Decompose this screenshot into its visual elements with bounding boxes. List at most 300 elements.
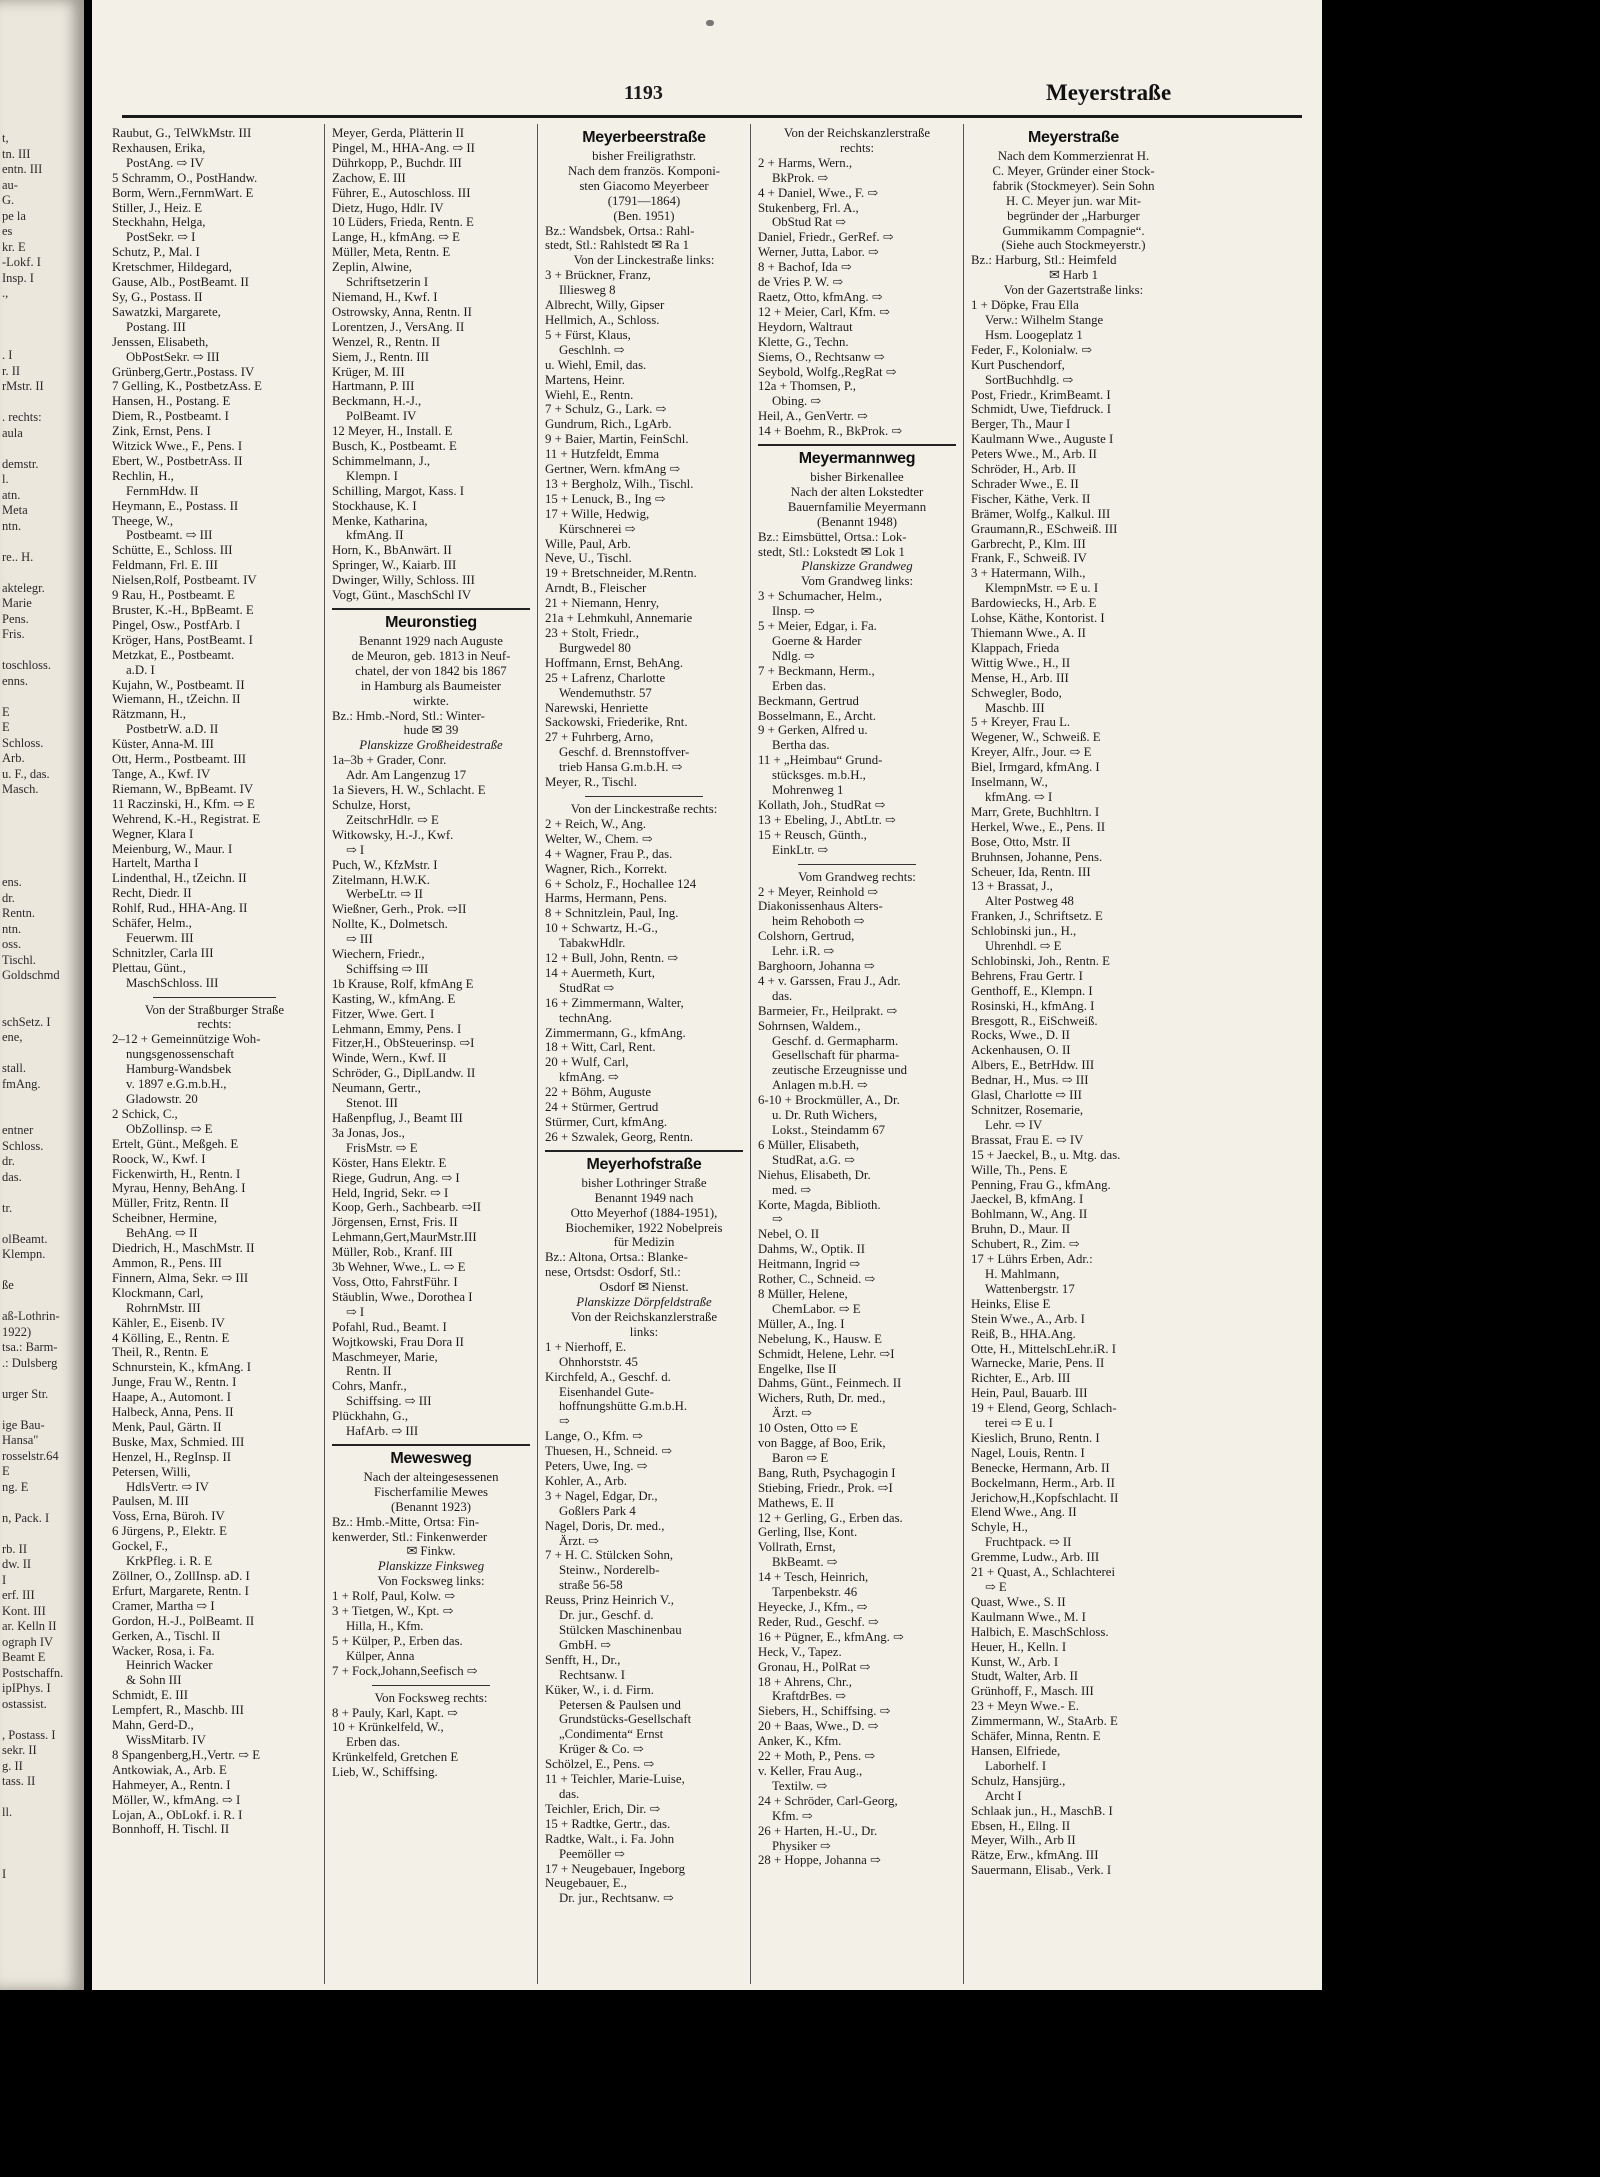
resident-entry: Eisenhandel Gute-	[559, 1384, 654, 1399]
resident-entry: Wegener, W., Schweiß. E	[971, 730, 1101, 745]
resident-entry: PostSekr. ⇨ I	[126, 230, 196, 245]
resident-entry: 19 + Bretschneider, M.Rentn.	[545, 566, 697, 581]
resident-entry: 24 + Stürmer, Gertrud	[545, 1100, 659, 1115]
resident-entry: BehAng. ⇨ II	[126, 1226, 198, 1241]
resident-entry: von Bagge, af Boo, Erik,	[758, 1436, 886, 1451]
column-divider	[324, 124, 325, 1984]
resident-entry: 10 Lüders, Frieda, Rentn. E	[332, 215, 474, 230]
resident-entry: 3 + Hatermann, Wilh.,	[971, 566, 1086, 581]
gutter-line: ntn.	[2, 921, 22, 936]
resident-entry: Wittig Wwe., H., II	[971, 655, 1071, 670]
resident-entry: PostbetrW. a.D. II	[126, 722, 219, 737]
resident-entry: KrkPfleg. i. R. E	[126, 1554, 213, 1569]
gutter-line: entner	[2, 1123, 34, 1137]
gutter-line: ntn.	[2, 518, 22, 533]
gutter-line: Kont. III	[2, 1603, 46, 1618]
resident-entry: Fischer, Käthe, Verk. II	[971, 491, 1091, 506]
resident-entry: 2 + Harms, Wern.,	[758, 155, 853, 170]
resident-entry: Stukenberg, Frl. A.,	[758, 200, 859, 215]
resident-entry: 13 + Bergholz, Wilh., Tischl.	[545, 476, 694, 491]
resident-entry: Schubert, R., Zim. ⇨	[971, 1237, 1080, 1252]
section-rule	[585, 796, 704, 797]
resident-entry: Menk, Paul, Gärtn. II	[112, 1419, 222, 1434]
gutter-line: ll.	[2, 1805, 13, 1819]
resident-entry: Hein, Paul, Bauarb. III	[971, 1386, 1088, 1401]
resident-entry: Burgwedel 80	[559, 640, 631, 655]
resident-entry: Junge, Frau W., Rentn. I	[112, 1375, 237, 1390]
resident-entry: WissMitarb. IV	[126, 1732, 206, 1747]
resident-entry: Myrau, Henny, BehAng. I	[112, 1181, 246, 1196]
resident-entry: „Condimenta“ Ernst	[559, 1727, 664, 1742]
resident-entry: 9 + Baier, Martin, FeinSchl.	[545, 432, 689, 447]
resident-entry: Kähler, E., Eisenb. IV	[112, 1315, 225, 1330]
resident-entry: 17 + Wille, Hedwig,	[545, 506, 650, 521]
resident-entry: 12a + Thomsen, P.,	[758, 379, 856, 394]
resident-entry: Siem, J., Rentn. III	[332, 349, 430, 364]
resident-entry: Ärzt. ⇨	[559, 1533, 599, 1548]
resident-entry: Jörgensen, Ernst, Fris. II	[332, 1215, 458, 1230]
street-note: hude ✉ 39	[403, 723, 459, 738]
resident-entry: technAng.	[559, 1010, 612, 1025]
gutter-line: E	[2, 704, 10, 719]
resident-entry: Zachow, E. III	[332, 170, 406, 185]
resident-entry: Illiesweg 8	[559, 283, 616, 298]
resident-entry: 6 + Scholz, F., Hochallee 124	[545, 876, 697, 891]
resident-entry: Wille, Th., Pens. E	[971, 1162, 1068, 1177]
resident-entry: Ilnsp. ⇨	[772, 604, 815, 619]
resident-entry: Schriftsetzerin I	[346, 275, 429, 290]
resident-entry: Heydorn, Waltraut	[758, 319, 853, 334]
resident-entry: Diem, R., Postbeamt. I	[112, 409, 229, 424]
resident-entry: Heinks, Elise E	[971, 1296, 1051, 1311]
gutter-line: dr.	[2, 1154, 15, 1168]
gutter-line: ng. E	[2, 1479, 29, 1494]
resident-entry: Beckmann, H.-J.,	[332, 394, 422, 409]
resident-entry: Kaulmann Wwe., M. I	[971, 1609, 1086, 1624]
resident-entry: Theege, W.,	[112, 513, 174, 528]
gutter-line: re.. H.	[2, 549, 34, 564]
street-note: C. Meyer, Gründer einer Stock-	[992, 163, 1155, 178]
resident-entry: 3a Jonas, Jos.,	[332, 1125, 405, 1140]
resident-entry: ⇨	[559, 1414, 570, 1429]
resident-entry: Gremme, Ludw., Arb. III	[971, 1550, 1100, 1565]
gutter-line: I	[2, 1867, 7, 1881]
gutter-line: ostassist.	[2, 1696, 47, 1711]
gutter-line: g. II	[2, 1758, 23, 1773]
resident-entry: Werner, Jutta, Labor. ⇨	[758, 245, 879, 260]
resident-entry: Herkel, Wwe., E., Pens. II	[971, 819, 1106, 834]
resident-entry: Rexhausen, Erika,	[112, 140, 206, 155]
resident-entry: Steckhahn, Helga,	[112, 215, 206, 230]
resident-entry: Klockmann, Carl,	[112, 1285, 204, 1300]
resident-entry: Vollrath, Ernst,	[758, 1540, 836, 1555]
resident-entry: 15 + Jaeckel, B., u. Mtg. das.	[971, 1147, 1121, 1162]
resident-entry: 5 Schramm, O., PostHandw.	[112, 170, 258, 185]
resident-entry: 12 + Bull, John, Rentn. ⇨	[545, 951, 679, 966]
gutter-line: enns.	[2, 673, 29, 688]
resident-entry: 11 + Teichler, Marie-Luise,	[545, 1772, 685, 1787]
gutter-line: Marie	[2, 596, 32, 610]
resident-entry: 25 + Lafrenz, Charlotte	[545, 670, 666, 685]
resident-entry: 6-10 + Brockmüller, A., Dr.	[758, 1093, 900, 1108]
resident-entry: Gerling, Ilse, Kont.	[758, 1525, 858, 1540]
resident-entry: Wiechern, Friedr.,	[332, 947, 425, 962]
street-heading: Meyermannweg	[798, 450, 916, 468]
resident-entry: Maschb. III	[985, 700, 1045, 715]
resident-entry: Feder, F., Kolonialw. ⇨	[971, 342, 1093, 357]
resident-entry: Reder, Rud., Geschf. ⇨	[758, 1614, 879, 1629]
gutter-line: das.	[2, 1169, 22, 1184]
resident-entry: Siebers, H., Schiffsing. ⇨	[758, 1704, 891, 1719]
gutter-line: E	[2, 1464, 10, 1478]
resident-entry: 14 + Tesch, Heinrich,	[758, 1570, 869, 1585]
resident-entry: Bz.: Altona, Ortsa.: Blanke-	[545, 1250, 688, 1265]
resident-entry: Klappach, Frieda	[971, 640, 1060, 655]
resident-entry: Stenot. III	[346, 1096, 398, 1111]
resident-entry: Erfurt, Margarete, Rentn. I	[112, 1583, 249, 1598]
resident-entry: 6 Müller, Elisabeth,	[758, 1137, 860, 1152]
resident-entry: Rohlf, Rud., HHA-Ang. II	[112, 901, 248, 916]
resident-entry: Ärzt. ⇨	[772, 1406, 812, 1421]
resident-entry: Borm, Wern.,FernmWart. E	[112, 185, 254, 200]
resident-entry: stedt, Stl.: Rahlstedt ✉ Ra 1	[545, 238, 690, 253]
street-note: in Hamburg als Baumeister	[360, 678, 502, 693]
resident-entry: Martens, Heinr.	[545, 372, 625, 387]
resident-entry: ObStud Rat ⇨	[772, 215, 847, 230]
resident-entry: Menke, Katharina,	[332, 513, 428, 528]
resident-entry: Petersen, Willi,	[112, 1464, 191, 1479]
resident-entry: Heuer, H., Kelln. I	[971, 1639, 1067, 1654]
resident-entry: 3 + Tietgen, W., Kpt. ⇨	[332, 1604, 454, 1619]
resident-entry: Wießner, Gerh., Prok. ⇨II	[332, 902, 467, 917]
resident-entry: 5 + Meier, Edgar, i. Fa.	[758, 619, 877, 634]
resident-entry: med. ⇨	[772, 1182, 812, 1197]
column-3	[545, 126, 743, 1986]
resident-entry: Bruhn, D., Maur. II	[971, 1222, 1071, 1237]
resident-entry: 3b Wehner, Wwe., L. ⇨ E	[332, 1260, 466, 1275]
plan-note: Planskizze Großheidestraße	[359, 738, 503, 753]
resident-entry: Archt I	[985, 1788, 1022, 1803]
resident-entry: Geschf. d. Germapharm.	[772, 1033, 899, 1048]
resident-entry: hoffnungshütte G.m.b.H.	[559, 1399, 688, 1414]
resident-entry: Raubut, G., TelWkMstr. III	[112, 126, 252, 140]
resident-entry: Heinrich Wacker	[126, 1658, 213, 1673]
resident-entry: Schölzel, E., Pens. ⇨	[545, 1757, 655, 1772]
resident-entry: 22 + Böhm, Auguste	[545, 1085, 652, 1100]
resident-entry: Schmidt, E. III	[112, 1688, 189, 1703]
resident-entry: 21 + Quast, A., Schlachterei	[971, 1565, 1116, 1580]
resident-entry: Riemann, W., BpBeamt. IV	[112, 781, 254, 796]
resident-entry: Senfft, H., Dr.,	[545, 1652, 621, 1667]
gutter-line: aula	[2, 425, 23, 440]
resident-entry: Neumann, Gertr.,	[332, 1081, 421, 1096]
plan-note: Planskizze Grandweg	[801, 559, 913, 574]
resident-entry: Gesellschaft für pharma-	[772, 1048, 900, 1063]
resident-entry: Roock, W., Kwf. I	[112, 1151, 206, 1166]
resident-entry: Rosinski, H., kfmAng. I	[971, 998, 1095, 1013]
gutter-line: ograph IV	[2, 1634, 54, 1649]
gutter-line: Beamt E	[2, 1650, 46, 1664]
section-rule	[372, 1685, 491, 1686]
resident-entry: GmbH. ⇨	[559, 1637, 611, 1652]
resident-entry: Lange, O., Kfm. ⇨	[545, 1429, 643, 1444]
resident-entry: ChemLabor. ⇨ E	[772, 1301, 861, 1316]
gutter-line: Pens.	[2, 611, 29, 626]
resident-entry: terei ⇨ E u. I	[985, 1416, 1053, 1431]
resident-entry: 7 + Beckmann, Herm.,	[758, 663, 875, 678]
resident-entry: Zeplin, Alwine,	[332, 260, 412, 275]
resident-entry: u. Dr. Ruth Wichers,	[772, 1108, 878, 1123]
resident-entry: Plückhahn, G.,	[332, 1409, 409, 1424]
resident-entry: Post, Friedr., KrimBeamt. I	[971, 387, 1111, 402]
resident-entry: Wendemuthstr. 57	[559, 685, 652, 700]
resident-entry: Tarpenbekstr. 46	[772, 1585, 858, 1600]
resident-entry: Schulze, Horst,	[332, 797, 411, 812]
resident-entry: Krüger, M. III	[332, 364, 405, 379]
resident-entry: 2 Schick, C.,	[112, 1106, 178, 1121]
resident-entry: Haape, A., Automont. I	[112, 1390, 232, 1405]
resident-entry: ⇨ I	[346, 1304, 365, 1319]
resident-entry: Antkowiak, A., Arb. E	[112, 1762, 227, 1777]
street-note: Nach der alten Lokstedter	[790, 484, 924, 499]
street-note: bisher Lothringer Straße	[581, 1175, 707, 1190]
resident-entry: 11 Raczinski, H., Kfm. ⇨ E	[112, 796, 255, 811]
resident-entry: Külper, Anna	[346, 1648, 415, 1663]
resident-entry: Möller, W., kfmAng. ⇨ I	[112, 1792, 241, 1807]
column-divider	[963, 124, 964, 1984]
section-rule	[798, 864, 917, 865]
resident-entry: Hoffmann, Ernst, BehAng.	[545, 655, 684, 670]
resident-entry: stedt, Stl.: Lokstedt ✉ Lok 1	[758, 544, 905, 559]
resident-entry: 16 + Pügner, E., kfmAng. ⇨	[758, 1629, 904, 1644]
resident-entry: Lehmann, Emmy, Pens. I	[332, 1021, 462, 1036]
resident-entry: Lieb, W., Schiffsing.	[332, 1765, 438, 1780]
resident-entry: Voss, Erna, Büroh. IV	[112, 1509, 225, 1524]
resident-entry: 1b Krause, Rolf, kfmAng E	[332, 976, 474, 991]
resident-entry: Klette, G., Techn.	[758, 334, 849, 349]
gutter-line: Schloss.	[2, 735, 44, 750]
gutter-line: aß-Lothrin-	[2, 1309, 60, 1323]
resident-entry: trieb Hansa G.m.b.H. ⇨	[559, 760, 683, 775]
resident-entry: 3 + Nagel, Edgar, Dr.,	[545, 1488, 658, 1503]
resident-entry: Albrecht, Willy, Gipser	[545, 298, 665, 313]
resident-entry: Heyecke, J., Kfm., ⇨	[758, 1600, 868, 1614]
resident-entry: u. Wiehl, Emil, das.	[545, 357, 647, 372]
resident-entry: Gordon, H.-J., PolBeamt. II	[112, 1613, 255, 1628]
resident-entry: Textilw. ⇨	[772, 1778, 828, 1793]
resident-entry: 21a + Lehmkuhl, Annemarie	[545, 611, 693, 626]
resident-entry: 4 + v. Garssen, Frau J., Adr.	[758, 973, 901, 988]
street-note: begründer der „Harburger	[1007, 208, 1140, 223]
resident-entry: Neugebauer, E.,	[545, 1876, 627, 1891]
resident-entry: Harms, Hermann, Pens.	[545, 891, 667, 906]
resident-entry: Krüger & Co. ⇨	[559, 1742, 644, 1757]
resident-entry: Schiffsing. ⇨ III	[346, 1394, 432, 1409]
resident-entry: Müller, Rob., Kranf. III	[332, 1245, 453, 1260]
resident-entry: Kurt Puschendorf,	[971, 357, 1065, 372]
street-note: Gummikamm Compagnie“.	[1002, 223, 1145, 238]
resident-entry: Schlobinski jun., H.,	[971, 924, 1077, 939]
resident-entry: Bednar, H., Mus. ⇨ III	[971, 1073, 1089, 1088]
resident-entry: ⇨ I	[346, 842, 365, 857]
resident-entry: Dr. jur., Rechtsanw. ⇨	[559, 1891, 674, 1906]
resident-entry: Grundstücks-Gesellschaft	[559, 1712, 692, 1727]
resident-entry: Bz.: Hmb.-Mitte, Ortsa: Fin-	[332, 1514, 480, 1529]
resident-entry: 7 + H. C. Stülcken Sohn,	[545, 1548, 674, 1563]
resident-entry: das.	[559, 1786, 580, 1801]
resident-entry: Lehr. ⇨ IV	[985, 1117, 1043, 1132]
resident-entry: 28 + Hoppe, Johanna ⇨	[758, 1853, 881, 1868]
resident-entry: Schwegler, Bodo,	[971, 685, 1062, 700]
gutter-line: , Postass. I	[2, 1727, 56, 1742]
resident-entry: Peters Wwe., M., Arb. II	[971, 447, 1097, 462]
street-note: (Ben. 1951)	[613, 208, 675, 223]
resident-entry: Peters, Uwe, Ing. ⇨	[545, 1459, 648, 1474]
resident-entry: Ndlg. ⇨	[772, 648, 815, 663]
street-note: de Meuron, geb. 1813 in Neuf-	[351, 648, 511, 663]
gutter-line: tn. III	[2, 146, 31, 161]
resident-entry: Schröder, G., DiplLandw. II	[332, 1066, 476, 1081]
gutter-line: olBeamt.	[2, 1231, 48, 1246]
resident-entry: stücksges. m.b.H.,	[772, 768, 866, 783]
resident-entry: Brämer, Wolfg., Kalkul. III	[971, 506, 1111, 521]
resident-entry: Gerken, A., Tischl. II	[112, 1628, 221, 1643]
resident-entry: Anlagen m.b.H. ⇨	[772, 1078, 868, 1093]
gutter-line: Tischl.	[2, 952, 36, 967]
resident-entry: Recht, Diedr. II	[112, 886, 192, 901]
plan-note: Planskizze Finksweg	[377, 1559, 485, 1574]
resident-entry: nese, Ortsdst: Osdorf, Stl.:	[545, 1265, 681, 1280]
gutter-line: es	[2, 224, 13, 238]
resident-entry: Hansen, H., Postang. E	[112, 394, 231, 409]
resident-entry: Zimmermann, G., kfmAng.	[545, 1025, 686, 1040]
street-note: (1791—1864)	[607, 193, 681, 208]
resident-entry: Radtke, Walt., i. Fa. John	[545, 1831, 675, 1846]
gutter-line: urger Str.	[2, 1386, 49, 1401]
gutter-line: ße	[2, 1278, 14, 1292]
resident-entry: Zimmermann, W., StaArb. E	[971, 1714, 1118, 1729]
resident-entry: Obing. ⇨	[772, 394, 822, 409]
scan-background	[0, 1990, 1600, 2177]
resident-entry: Kreyer, Alfr., Jour. ⇨ E	[971, 745, 1092, 760]
resident-entry: 14 + Boehm, R., BkProk. ⇨	[758, 424, 903, 439]
gutter-line: rb. II	[2, 1541, 27, 1556]
resident-entry: Dahms, Günt., Feinmech. II	[758, 1376, 902, 1391]
gutter-line: toschloss.	[2, 658, 51, 672]
resident-entry: 18 + Witt, Carl, Rent.	[545, 1040, 656, 1055]
resident-entry: Seybold, Wolfg.,RegRat ⇨	[758, 364, 897, 379]
resident-entry: Dietz, Hugo, Hdlr. IV	[332, 200, 444, 215]
resident-entry: Hamburg-Wandsbek	[126, 1062, 232, 1077]
resident-entry: Benecke, Hermann, Arb. II	[971, 1460, 1110, 1475]
gutter-line: Postschaffn.	[2, 1665, 64, 1680]
resident-entry: Hartelt, Martha I	[112, 856, 199, 871]
resident-entry: Ebsen, H., Ellng. II	[971, 1818, 1071, 1833]
gutter-line: G.	[2, 193, 15, 207]
resident-entry: Uhrenhdl. ⇨ E	[985, 939, 1062, 954]
resident-entry: Lojan, A., ObLokf. i. R. I	[112, 1807, 243, 1822]
resident-entry: Bz.: Eimsbüttel, Ortsa.: Lok-	[758, 529, 907, 544]
gutter-line: Fris.	[2, 627, 25, 641]
directory-page	[92, 0, 1322, 1990]
resident-entry: Wiehl, E., Rentn.	[545, 387, 634, 402]
resident-entry: Sauermann, Elisab., Verk. I	[971, 1863, 1112, 1878]
resident-entry: Zitelmann, H.W.K.	[332, 872, 430, 887]
resident-entry: 24 + Schröder, Carl-Georg,	[758, 1793, 898, 1808]
resident-entry: Schnurstein, K., kfmAng. I	[112, 1360, 251, 1375]
resident-entry: 13 + Brassat, J.,	[971, 879, 1053, 894]
resident-entry: MaschSchloss. III	[126, 975, 219, 990]
resident-entry: Bockelmann, Herm., Arb. II	[971, 1475, 1115, 1490]
resident-entry: Gladowstr. 20	[126, 1092, 198, 1106]
column-divider	[537, 124, 538, 1984]
resident-entry: Bz.: Harburg, Stl.: Heimfeld	[971, 253, 1117, 268]
resident-entry: de Vries P. W. ⇨	[758, 275, 844, 290]
resident-entry: Jerichow,H.,Kopfschlacht. II	[971, 1490, 1119, 1505]
resident-entry: 19 + Elend, Georg, Schlach-	[971, 1401, 1117, 1416]
resident-entry: Held, Ingrid, Sekr. ⇨ I	[332, 1185, 449, 1200]
resident-entry: 8 Müller, Helene,	[758, 1286, 848, 1301]
resident-entry: Müller, Fritz, Rentn. II	[112, 1196, 229, 1211]
resident-entry: 26 + Szwalek, Georg, Rentn.	[545, 1129, 694, 1144]
street-note: Otto Meyerhof (1884-1951),	[570, 1205, 718, 1220]
street-note: fabrik (Stockmeyer). Sein Sohn	[992, 178, 1155, 193]
gutter-line: au-	[2, 177, 18, 192]
street-note: bisher Birkenallee	[810, 470, 904, 485]
resident-entry: 9 + Gerken, Alfred u.	[758, 723, 868, 738]
resident-entry: Thuesen, H., Schneid. ⇨	[545, 1444, 672, 1459]
street-note: Von der Linckestraße rechts:	[570, 801, 718, 816]
resident-entry: Bresgott, R., EiSchweiß.	[971, 1013, 1098, 1028]
resident-entry: Theil, R., Rentn. E	[112, 1345, 209, 1360]
resident-entry: Schlobinski, Joh., Rentn. E	[971, 953, 1110, 968]
resident-entry: 23 + Stolt, Friedr.,	[545, 626, 639, 640]
resident-entry: Müller, Meta, Rentn. E	[332, 245, 451, 260]
resident-entry: Bz.: Wandsbek, Ortsa.: Rahl-	[545, 223, 695, 238]
resident-entry: Koop, Gerh., Sachbearb. ⇨II	[332, 1200, 481, 1215]
resident-entry: Schilling, Margot, Kass. I	[332, 483, 464, 498]
resident-entry: Mahn, Gerd-D.,	[112, 1718, 194, 1733]
resident-entry: Gronau, H., PolRat ⇨	[758, 1659, 871, 1674]
gutter-line: aktelegr.	[2, 580, 45, 595]
resident-entry: Rentn. II	[346, 1364, 392, 1379]
gutter-line: Arb.	[2, 751, 25, 765]
resident-entry: Küker, W., i. d. Firm.	[545, 1682, 654, 1697]
street-note: bisher Freiligrathstr.	[592, 149, 696, 163]
resident-entry: Stiebing, Friedr., Prok. ⇨I	[758, 1480, 893, 1495]
resident-entry: Schütte, E., Schloss. III	[112, 543, 233, 558]
resident-entry: Paulsen, M. III	[112, 1494, 189, 1509]
street-note: Von der Gazertstraße links:	[1003, 283, 1144, 298]
resident-entry: Nielsen,Rolf, Postbeamt. IV	[112, 573, 257, 588]
resident-entry: Narewski, Henriette	[545, 700, 649, 715]
resident-entry: Voss, Otto, FahrstFühr. I	[332, 1274, 458, 1289]
street-note: links:	[629, 1324, 659, 1339]
resident-entry: Alter Postweg 48	[985, 894, 1074, 909]
resident-entry: Glasl, Charlotte ⇨ III	[971, 1088, 1082, 1103]
resident-entry: Lehr. i.R. ⇨	[772, 944, 835, 959]
page-hole-mark	[706, 20, 714, 26]
resident-entry: Köster, Hans Elektr. E	[332, 1155, 447, 1170]
resident-entry: Bohlmann, W., Ang. II	[971, 1207, 1088, 1222]
resident-entry: Sohrnsen, Waldem.,	[758, 1018, 861, 1033]
resident-entry: 1 + Nierhoff, E.	[545, 1339, 627, 1354]
resident-entry: Halbich, E. MaschSchloss.	[971, 1624, 1109, 1639]
resident-entry: Wacker, Rosa, i. Fa.	[112, 1643, 215, 1658]
street-note: Osdorf ✉ Nienst.	[599, 1280, 689, 1295]
resident-entry: Kohler, A., Arb.	[545, 1473, 627, 1488]
resident-entry: Metzkat, E., Postbeamt.	[112, 647, 235, 662]
